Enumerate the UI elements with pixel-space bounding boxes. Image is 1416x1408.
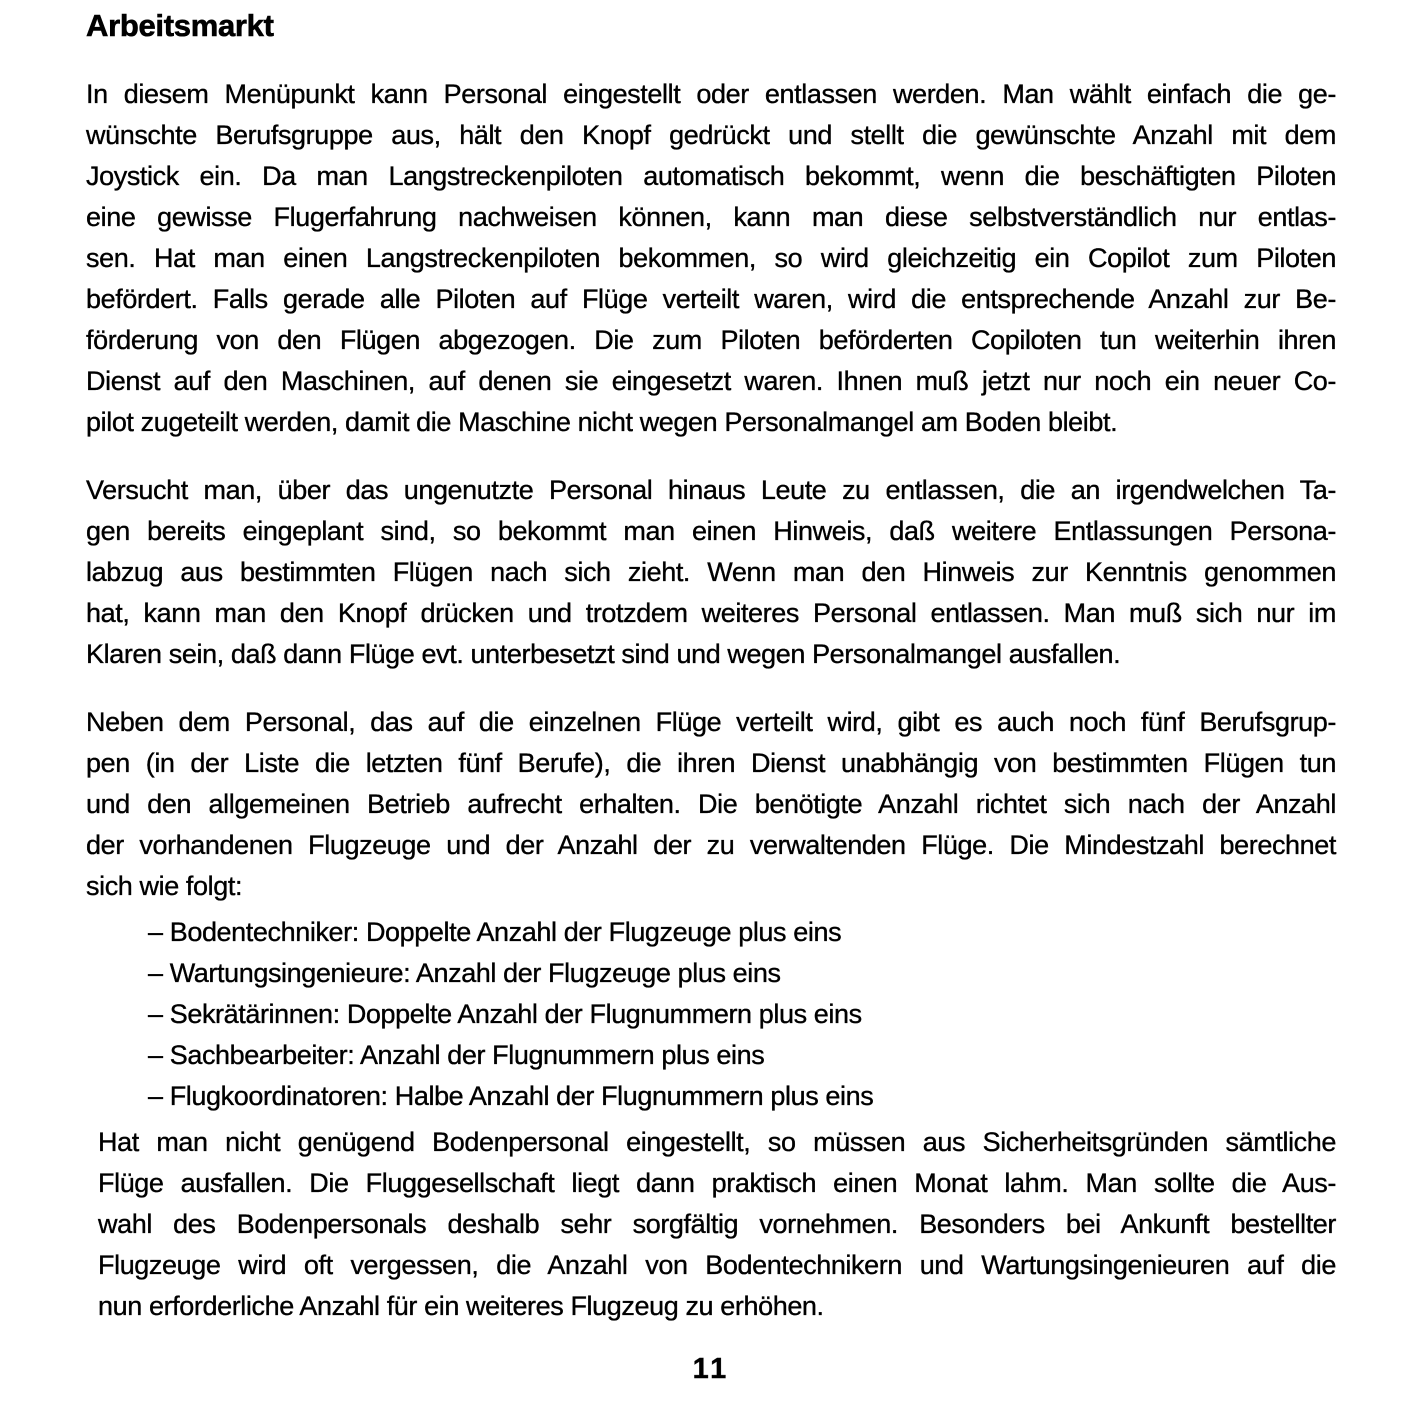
text-line: förderung von den Flügen abgezogen. Die zum Piloten beförderten Copiloten tun weiterhin ihren bbox=[86, 325, 1336, 355]
text-line: eine gewisse Flugerfahrung nachweisen können, kann man diese selbstverständlich nur entlas- bbox=[86, 202, 1336, 232]
text-line: labzug aus bestimmten Flügen nach sich zieht. Wenn man den Hinweis zur Kenntnis genommen bbox=[86, 557, 1336, 587]
list-item: – Bodentechniker: Doppelte Anzahl der Flugzeuge plus eins bbox=[148, 917, 842, 947]
page-number: 11 bbox=[692, 1353, 730, 1385]
text-line: Hat man nicht genügend Bodenpersonal eingestellt, so müssen aus Sicherheitsgründen sämtliche bbox=[98, 1127, 1336, 1157]
text-line: Klaren sein, daß dann Flüge evt. unterbesetzt sind und wegen Personalmangel ausfallen. bbox=[86, 639, 1121, 669]
text-line: sen. Hat man einen Langstreckenpiloten bekommen, so wird gleichzeitig ein Copilot zum Piloten bbox=[86, 243, 1336, 273]
text-line: Dienst auf den Maschinen, auf denen sie eingesetzt waren. Ihnen muß jetzt nur noch ein neuer Co- bbox=[86, 366, 1336, 396]
text-line: wünschte Berufsgruppe aus, hält den Knopf gedrückt und stellt die gewünschte Anzahl mit dem bbox=[86, 120, 1336, 150]
paragraph-dismissal-warning bbox=[86, 470, 1336, 675]
paragraph-ground-staff-intro bbox=[86, 702, 1336, 907]
text-line: und den allgemeinen Betrieb aufrecht erhalten. Die benötigte Anzahl richtet sich nach der Anzahl bbox=[86, 789, 1336, 819]
text-line: Neben dem Personal, das auf die einzelnen Flüge verteilt wird, gibt es auch noch fünf Berufsgrup- bbox=[86, 707, 1336, 737]
text-line: der vorhandenen Flugzeuge und der Anzahl der zu verwaltenden Flüge. Die Mindestzahl berechnet bbox=[86, 830, 1336, 860]
text-line: Versucht man, über das ungenutzte Personal hinaus Leute zu entlassen, die an irgendwelchen Ta- bbox=[86, 475, 1336, 505]
text-line: pen (in der Liste die letzten fünf Berufe), die ihren Dienst unabhängig von bestimmten Flügen tun bbox=[86, 748, 1336, 778]
text-line: gen bereits eingeplant sind, so bekommt man einen Hinweis, daß weitere Entlassungen Persona- bbox=[86, 516, 1336, 546]
text-line: In diesem Menüpunkt kann Personal eingestellt oder entlassen werden. Man wählt einfach die ge- bbox=[86, 79, 1336, 109]
text-line: nun erforderliche Anzahl für ein weiteres Flugzeug zu erhöhen. bbox=[98, 1291, 824, 1321]
text-line: sich wie folgt: bbox=[86, 871, 243, 901]
list-item: – Flugkoordinatoren: Halbe Anzahl der Flugnummern plus eins bbox=[148, 1081, 874, 1111]
page-title: Arbeitsmarkt bbox=[86, 8, 274, 43]
paragraph-ground-staff-consequences bbox=[86, 1122, 1336, 1327]
text-line: befördert. Falls gerade alle Piloten auf Flüge verteilt waren, wird die entsprechende Anzahl zur Be- bbox=[86, 284, 1336, 314]
list-item: – Wartungsingenieure: Anzahl der Flugzeuge plus eins bbox=[148, 958, 781, 988]
text-line: Flugzeuge wird oft vergessen, die Anzahl von Bodentechnikern und Wartungsingenieuren auf die bbox=[98, 1250, 1336, 1280]
list-item: – Sachbearbeiter: Anzahl der Flugnummern plus eins bbox=[148, 1040, 765, 1070]
text-line: pilot zugeteilt werden, damit die Maschine nicht wegen Personalmangel am Boden bleibt. bbox=[86, 407, 1118, 437]
paragraph-hiring-firing bbox=[86, 74, 1336, 443]
text-line: Joystick ein. Da man Langstreckenpiloten automatisch bekommt, wenn die beschäftigten Piloten bbox=[86, 161, 1336, 191]
text-line: wahl des Bodenpersonals deshalb sehr sorgfältig vornehmen. Besonders bei Ankunft bestellter bbox=[98, 1209, 1336, 1239]
text-line: Flüge ausfallen. Die Fluggesellschaft liegt dann praktisch einen Monat lahm. Man sollte die Aus- bbox=[98, 1168, 1336, 1198]
list-item: – Sekrätärinnen: Doppelte Anzahl der Flugnummern plus eins bbox=[148, 999, 862, 1029]
staff-minimum-list bbox=[86, 912, 1336, 1117]
text-line: hat, kann man den Knopf drücken und trotzdem weiteres Personal entlassen. Man muß sich nur im bbox=[86, 598, 1336, 628]
